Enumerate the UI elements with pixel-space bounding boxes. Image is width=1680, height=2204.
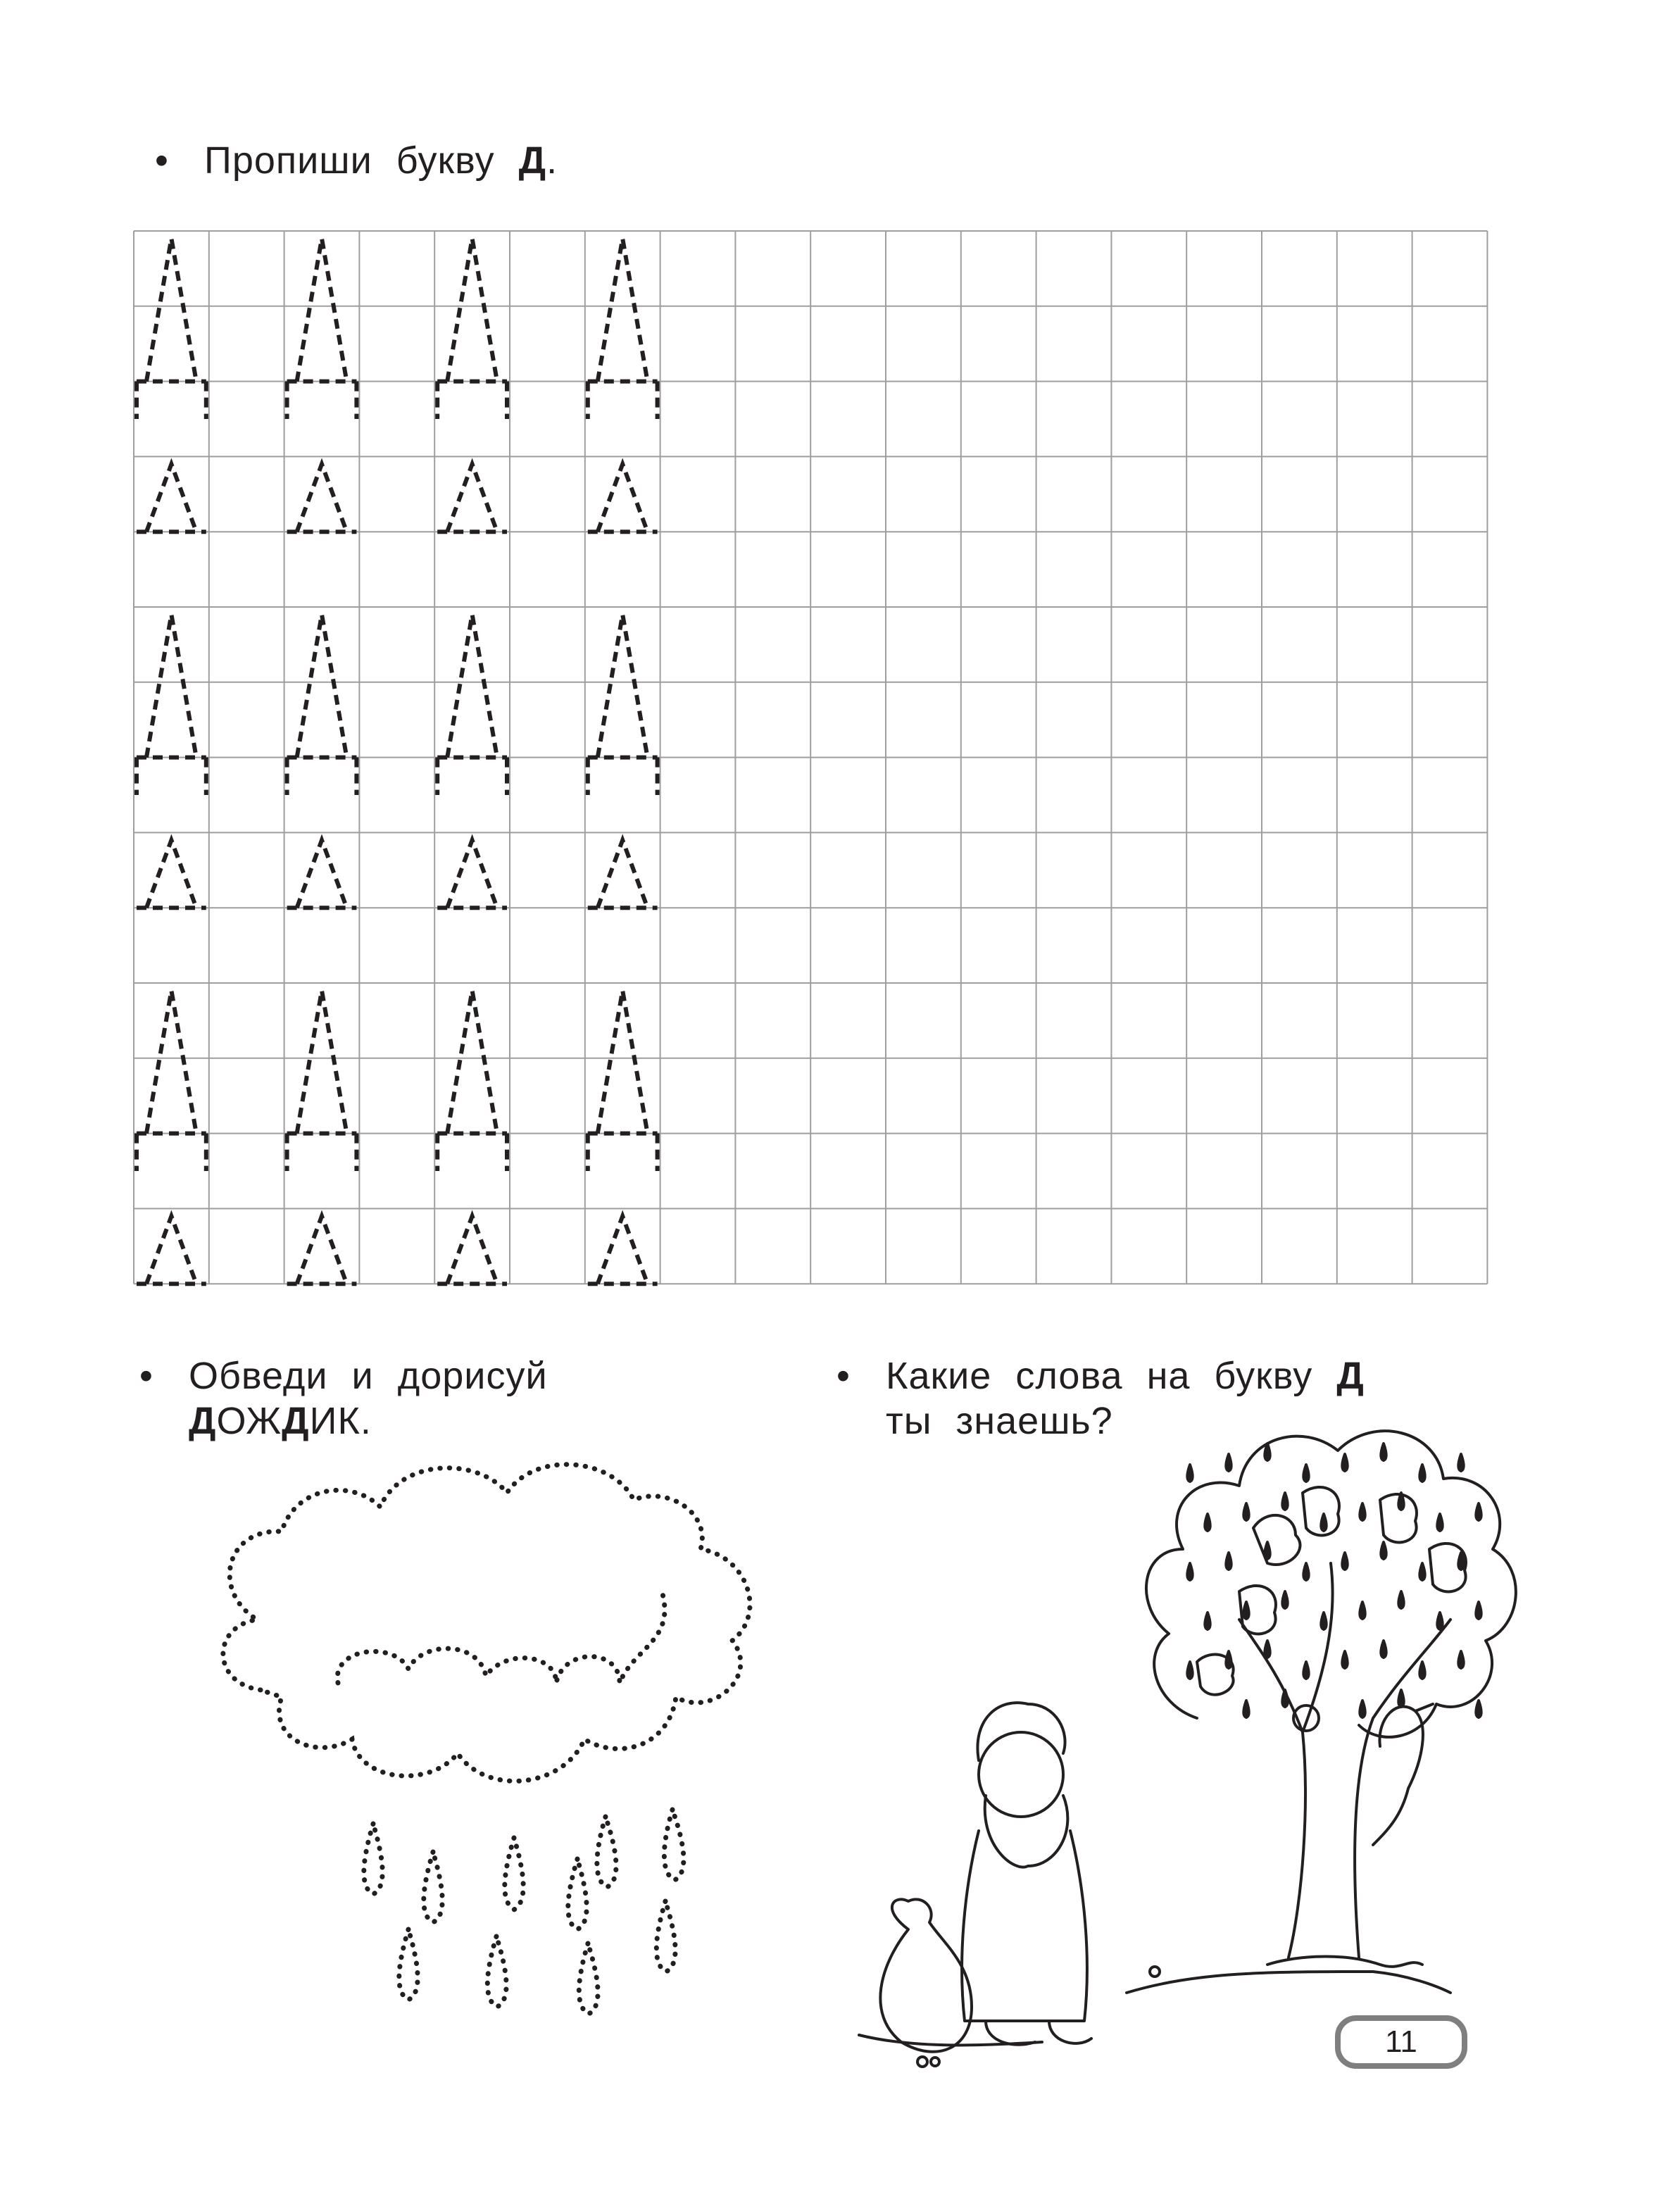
raindrop-icon	[1476, 1503, 1481, 1520]
raindrop-icon	[1342, 1454, 1348, 1471]
page-number: 11	[1335, 2015, 1467, 2069]
word-part-4: ИК.	[309, 1400, 372, 1442]
grandfather-coat-icon	[962, 1831, 1087, 2021]
grandfather-beard-icon	[985, 1796, 1068, 1867]
raindrop-icon	[1243, 1602, 1249, 1619]
instruction-line-1: Какие слова на букву Д	[886, 1355, 1365, 1397]
pebble-icon	[931, 2058, 939, 2066]
raindrop-icon	[1226, 1553, 1231, 1570]
raindrop-icon	[1398, 1690, 1404, 1707]
raindrop-icon	[1458, 1553, 1464, 1570]
instruction-line-1: Обведи и дорисуй	[189, 1355, 548, 1397]
pebble-icon	[1150, 1967, 1160, 1977]
raindrop-icon	[1187, 1465, 1193, 1482]
target-letter: Д	[1336, 1355, 1365, 1397]
target-letter: Д	[518, 139, 547, 182]
raindrop-icon	[1321, 1613, 1327, 1629]
raindrop-icon	[1205, 1613, 1210, 1629]
raindrop-icon	[1342, 1553, 1348, 1570]
raindrop-icon	[1419, 1563, 1425, 1580]
raindrop-icon	[1437, 1613, 1443, 1629]
raindrop-icon	[1360, 1503, 1365, 1520]
raindrop-icon	[1187, 1662, 1193, 1679]
raindrop-icon	[1342, 1651, 1348, 1668]
raindrop-icon	[1226, 1454, 1231, 1471]
raindrop-icon	[1381, 1444, 1386, 1460]
instruction-text: Пропиши букву	[204, 139, 519, 182]
raindrop-icon	[1303, 1563, 1309, 1580]
bullet: •	[836, 1355, 851, 1397]
instruction-end: .	[546, 139, 558, 182]
bullet: •	[155, 139, 169, 182]
raindrop-icon	[1243, 1701, 1249, 1717]
raindrop-icon	[1419, 1662, 1425, 1679]
grandfather-head-icon	[979, 1732, 1063, 1817]
oak-leaf-icon	[1253, 1515, 1300, 1565]
raindrop-icon	[1381, 1641, 1386, 1658]
instruction-line-2: ты знаешь?	[886, 1400, 1113, 1442]
raindrop-icon	[1458, 1651, 1464, 1668]
raindrop-icon	[1187, 1563, 1193, 1580]
raindrop-icon	[1458, 1454, 1464, 1471]
word-letter-d2: Д	[282, 1400, 310, 1442]
raindrop-icon	[1243, 1503, 1249, 1520]
raindrop-icon	[1476, 1701, 1481, 1717]
raindrop-icon	[1205, 1514, 1210, 1531]
raindrop-icon	[1437, 1514, 1443, 1531]
bullet: •	[139, 1355, 153, 1397]
sack-icon	[880, 1899, 972, 2051]
word-part-2: ОЖ	[216, 1400, 282, 1442]
raindrop-icon	[1303, 1465, 1309, 1482]
woodpecker-icon	[1373, 1704, 1433, 1845]
raindrop-icon	[1265, 1641, 1270, 1658]
raindrop-icon	[1360, 1701, 1365, 1717]
raindrop-icon	[1381, 1542, 1386, 1559]
raindrop-icon	[1321, 1514, 1327, 1531]
raindrop-icon	[1398, 1591, 1404, 1608]
word-letter-d1: Д	[189, 1400, 217, 1442]
raindrop-icon	[1476, 1602, 1481, 1619]
raindrop-icon	[1419, 1465, 1425, 1482]
raindrop-icon	[1303, 1662, 1309, 1679]
raindrop-icon	[1282, 1493, 1288, 1510]
pebble-icon	[917, 2057, 927, 2067]
raindrop-icon	[1282, 1591, 1288, 1608]
raindrop-icon	[1360, 1602, 1365, 1619]
